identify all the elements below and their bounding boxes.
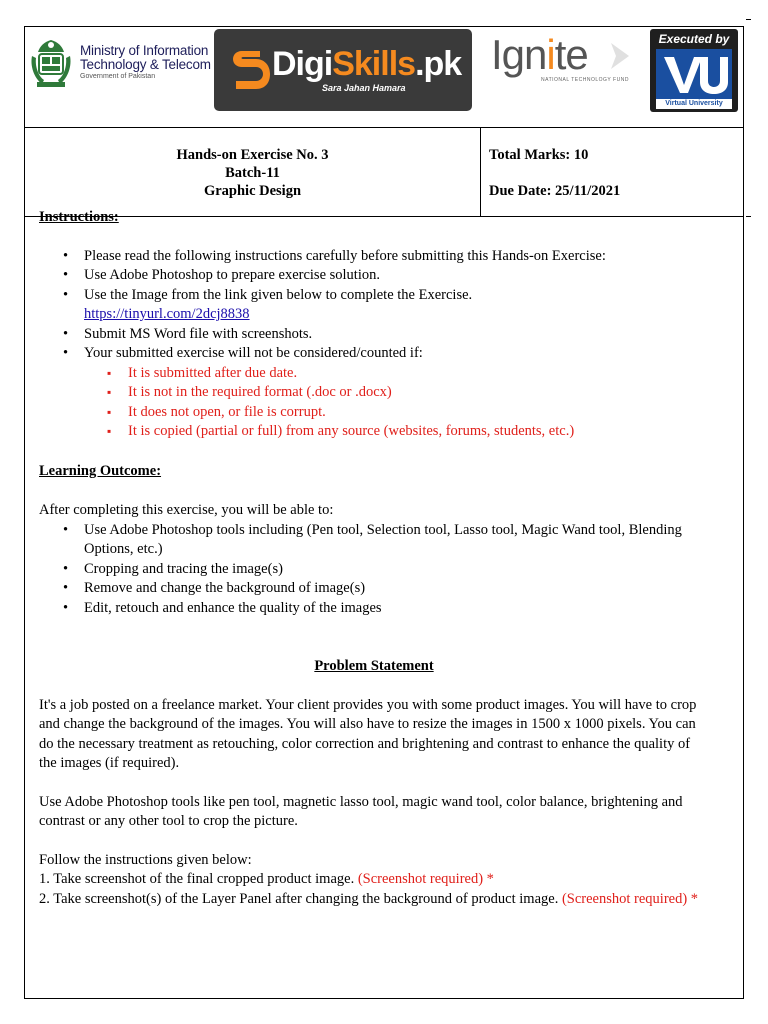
step-1-text: 1. Take screenshot of the final cropped product image. [39, 871, 355, 887]
list-item-text: Use the Image from the link given below to complete the Exercise. [84, 286, 473, 303]
learning-outcome-heading: Learning Outcome: [39, 462, 162, 479]
vu-emblem [656, 49, 732, 99]
ignite-wordmark [491, 31, 588, 79]
step-1 [39, 870, 709, 890]
learning-outcome-list [39, 521, 709, 619]
step-2 [39, 890, 709, 910]
ignite-arrow-icon [609, 41, 631, 71]
list-item: • Use Adobe Photoshop to prepare exercise solution. [39, 266, 709, 286]
digiskills-tagline: Sara Jahan Hamara [322, 83, 406, 93]
problem-statement-heading: Problem Statement [314, 658, 434, 674]
exercise-info [25, 146, 480, 200]
ignite-subtitle: NATIONAL TECHNOLOGY FUND [541, 77, 629, 83]
ignite-word-c: te [554, 31, 588, 78]
list-item: • Cropping and tracing the image(s) [39, 560, 709, 580]
condition-item: ▪ It does not open, or file is corrupt. [39, 403, 709, 423]
due-date: Due Date: 25/11/2021 [489, 183, 621, 199]
margin-mark [746, 216, 751, 217]
digiskills-logo [214, 29, 472, 111]
problem-paragraph-1: It's a job posted on a freelance market. Your client provides you with some product images. You will have to crop and change the background of the images. You will also have to resize the images in 1500 x 1000 pixels. You can do the necessary treatment as retouching, color correction and brightening and contrast to enhance the quality of the images (if required). [39, 696, 697, 771]
list-item: • Submit MS Word file with screenshots. [39, 325, 709, 345]
marks-info [489, 146, 620, 200]
vu-executed-by: Executed by [658, 32, 730, 46]
document-body [39, 208, 709, 909]
vu-logo [650, 29, 738, 112]
list-item [39, 286, 709, 325]
digiskills-wordmark [272, 45, 461, 84]
ignite-logo [491, 31, 636, 91]
condition-item: ▪ It is copied (partial or full) from any source (websites, forums, students, etc.) [39, 422, 709, 442]
step-2-note: (Screenshot required) * [561, 890, 699, 907]
batch-label: Batch-11 [225, 165, 280, 181]
step-1-note: (Screenshot required) * [357, 871, 494, 887]
problem-paragraph-2: Use Adobe Photoshop tools like pen tool, magnetic lasso tool, magic wand tool, color balance, brightening and contrast or any other tool to crop the picture. [39, 793, 683, 829]
condition-item: ▪ It is not in the required format (.doc or .docx) [39, 383, 709, 403]
moitt-line-3: Government of Pakistan [80, 73, 156, 81]
learning-intro: After completing this exercise, you will be able to: [39, 502, 334, 518]
exercise-title: Hands-on Exercise No. 3 [176, 147, 329, 163]
list-item: • Your submitted exercise will not be considered/counted if: [39, 344, 709, 364]
moitt-line-1: Ministry of Information [80, 43, 209, 58]
list-item: • Use Adobe Photoshop tools including (Pen tool, Selection tool, Lasso tool, Magic Wand tool, Blending Options, etc.) [39, 521, 709, 560]
digiskills-word-b: Skills [332, 45, 416, 83]
condition-item: ▪ It is submitted after due date. [39, 364, 709, 384]
ignite-word-b: i [546, 31, 555, 78]
header-divider [25, 127, 743, 128]
vu-subtitle: Virtual University [656, 99, 732, 109]
course-name: Graphic Design [203, 183, 302, 199]
moitt-logo [28, 34, 218, 94]
margin-mark [746, 19, 751, 20]
follow-instructions: Follow the instructions given below: [39, 851, 252, 868]
pakistan-emblem-icon [28, 36, 74, 92]
step-2-text: 2. Take screenshot(s) of the Layer Panel after changing the background of product image. [39, 890, 559, 907]
ignite-word-a: Ign [491, 31, 547, 78]
list-item: • Remove and change the background of image(s) [39, 579, 709, 599]
digiskills-s-icon [230, 47, 270, 93]
total-marks: Total Marks: 10 [489, 147, 589, 163]
digiskills-word-c: .pk [415, 45, 462, 83]
rejection-conditions-list [39, 364, 709, 442]
info-column-divider [480, 127, 481, 216]
moitt-line-2: Technology & Telecom [80, 57, 211, 73]
instructions-list [39, 247, 709, 364]
list-item: • Edit, retouch and enhance the quality of the images [39, 599, 709, 619]
list-item: • Please read the following instructions carefully before submitting this Hands-on Exercise: [39, 247, 709, 267]
instructions-heading: Instructions: [39, 209, 119, 225]
digiskills-word-a: Digi [272, 45, 333, 83]
exercise-image-link[interactable]: https://tinyurl.com/2dcj8838 [84, 306, 250, 322]
vu-monogram-icon [656, 49, 732, 99]
